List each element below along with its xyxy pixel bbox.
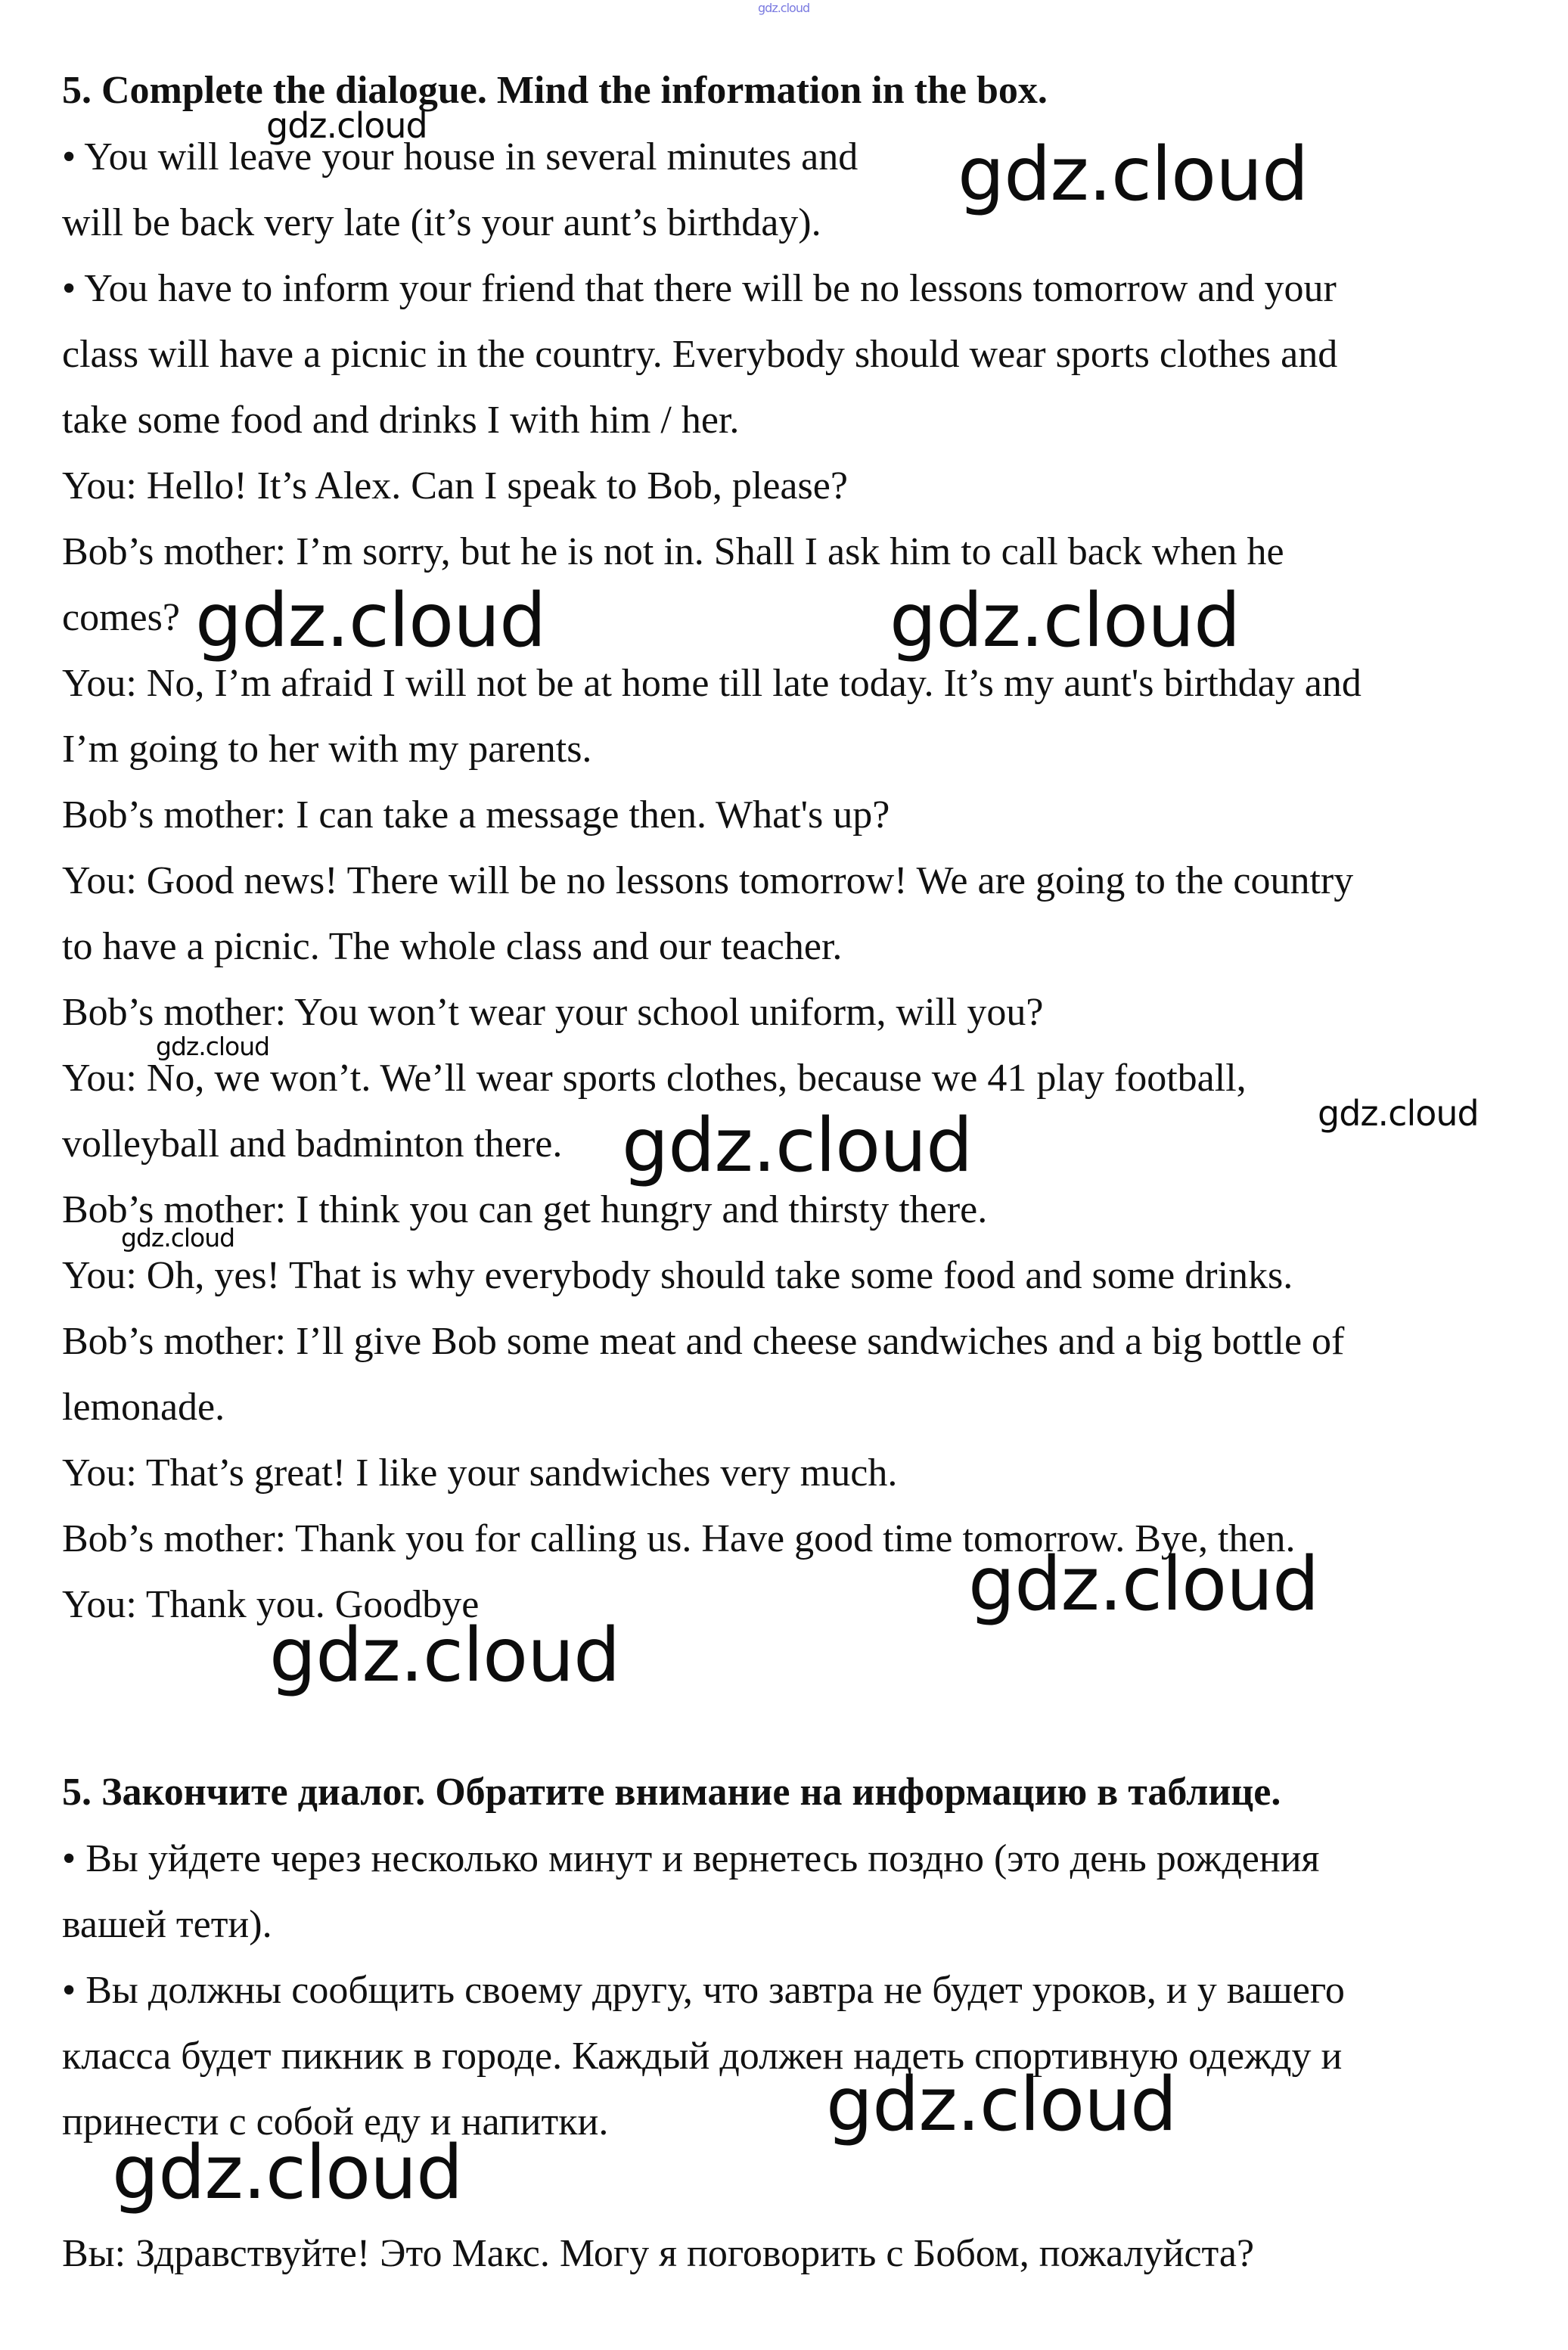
english-line-20: lemonade.: [62, 1386, 225, 1429]
english-line-19: Bob’s mother: I’ll give Bob some meat and cheese sandwiches and a big bottle of: [62, 1320, 1345, 1363]
watermark-large-1: gdz.cloud: [958, 132, 1309, 218]
watermark-top-tiny: gdz.cloud: [758, 1, 810, 15]
watermark-large-5: gdz.cloud: [968, 1541, 1319, 1628]
english-line-5: take some food and drinks I with him / her.: [62, 399, 740, 442]
english-line-16: volleyball and badminton there.: [62, 1122, 563, 1166]
russian-line-6: Вы: Здравствуйте! Это Макс. Могу я поговорить с Бобом, пожалуйста?: [62, 2232, 1255, 2275]
watermark-large-2: gdz.cloud: [195, 578, 546, 664]
russian-line-3: • Вы должны сообщить своему другу, что завтра не будет уроков, и у вашего: [62, 1969, 1345, 2012]
watermark-large-3: gdz.cloud: [890, 578, 1240, 664]
english-line-23: You: Thank you. Goodbye: [62, 1583, 480, 1626]
english-line-22: Bob’s mother: Thank you for calling us. Have good time tomorrow. Bye, then.: [62, 1517, 1296, 1560]
english-line-18: You: Oh, yes! That is why everybody should take some food and some drinks.: [62, 1254, 1293, 1297]
english-line-14: Bob’s mother: You won’t wear your school uniform, will you?: [62, 991, 1044, 1034]
english-line-2: will be back very late (it’s your aunt’s birthday).: [62, 201, 821, 244]
watermark-large-7: gdz.cloud: [826, 2062, 1177, 2148]
english-line-10: I’m going to her with my parents.: [62, 728, 592, 771]
english-line-3: • You have to inform your friend that there will be no lessons tomorrow and your: [62, 267, 1337, 310]
watermark-small-3: gdz.cloud: [1318, 1093, 1479, 1134]
english-line-1: • You will leave your house in several minutes and: [62, 135, 859, 179]
english-line-9: You: No, I’m afraid I will not be at home till late today. It’s my aunt's birthday and: [62, 662, 1362, 705]
english-line-13: to have a picnic. The whole class and our teacher.: [62, 925, 843, 968]
english-line-8: comes?: [62, 596, 180, 639]
english-line-4: class will have a picnic in the country. Everybody should wear sports clothes and: [62, 333, 1338, 376]
watermark-small-1: gdz.cloud: [266, 105, 427, 146]
watermark-small-2: gdz.cloud: [156, 1032, 270, 1061]
watermark-large-6: gdz.cloud: [269, 1613, 620, 1699]
english-line-15: You: No, we won’t. We’ll wear sports clothes, because we 41 play football,: [62, 1057, 1247, 1100]
watermark-large-4: gdz.cloud: [622, 1103, 973, 1189]
english-line-6: You: Hello! It’s Alex. Can I speak to Bob, please?: [62, 464, 848, 508]
russian-line-2: вашей тети).: [62, 1903, 272, 1946]
russian-heading: 5. Закончите диалог. Обратите внимание на информацию в таблице.: [62, 1771, 1281, 1814]
english-line-11: Bob’s mother: I can take a message then. What's up?: [62, 793, 890, 837]
english-line-12: You: Good news! There will be no lessons tomorrow! We are going to the country: [62, 859, 1354, 902]
russian-line-5: принести с собой еду и напитки.: [62, 2100, 609, 2144]
russian-line-1: • Вы уйдете через несколько минут и вернетесь поздно (это день рождения: [62, 1837, 1320, 1880]
russian-line-4: класса будет пикник в городе. Каждый должен надеть спортивную одежду и: [62, 2035, 1343, 2078]
watermark-large-8: gdz.cloud: [112, 2130, 463, 2216]
english-line-17: Bob’s mother: I think you can get hungry and thirsty there.: [62, 1188, 988, 1231]
english-heading: 5. Complete the dialogue. Mind the information in the box.: [62, 69, 1048, 112]
english-line-21: You: That’s great! I like your sandwiches very much.: [62, 1451, 898, 1495]
watermark-small-4: gdz.cloud: [121, 1223, 235, 1253]
english-line-7: Bob’s mother: I’m sorry, but he is not in. Shall I ask him to call back when he: [62, 530, 1284, 573]
